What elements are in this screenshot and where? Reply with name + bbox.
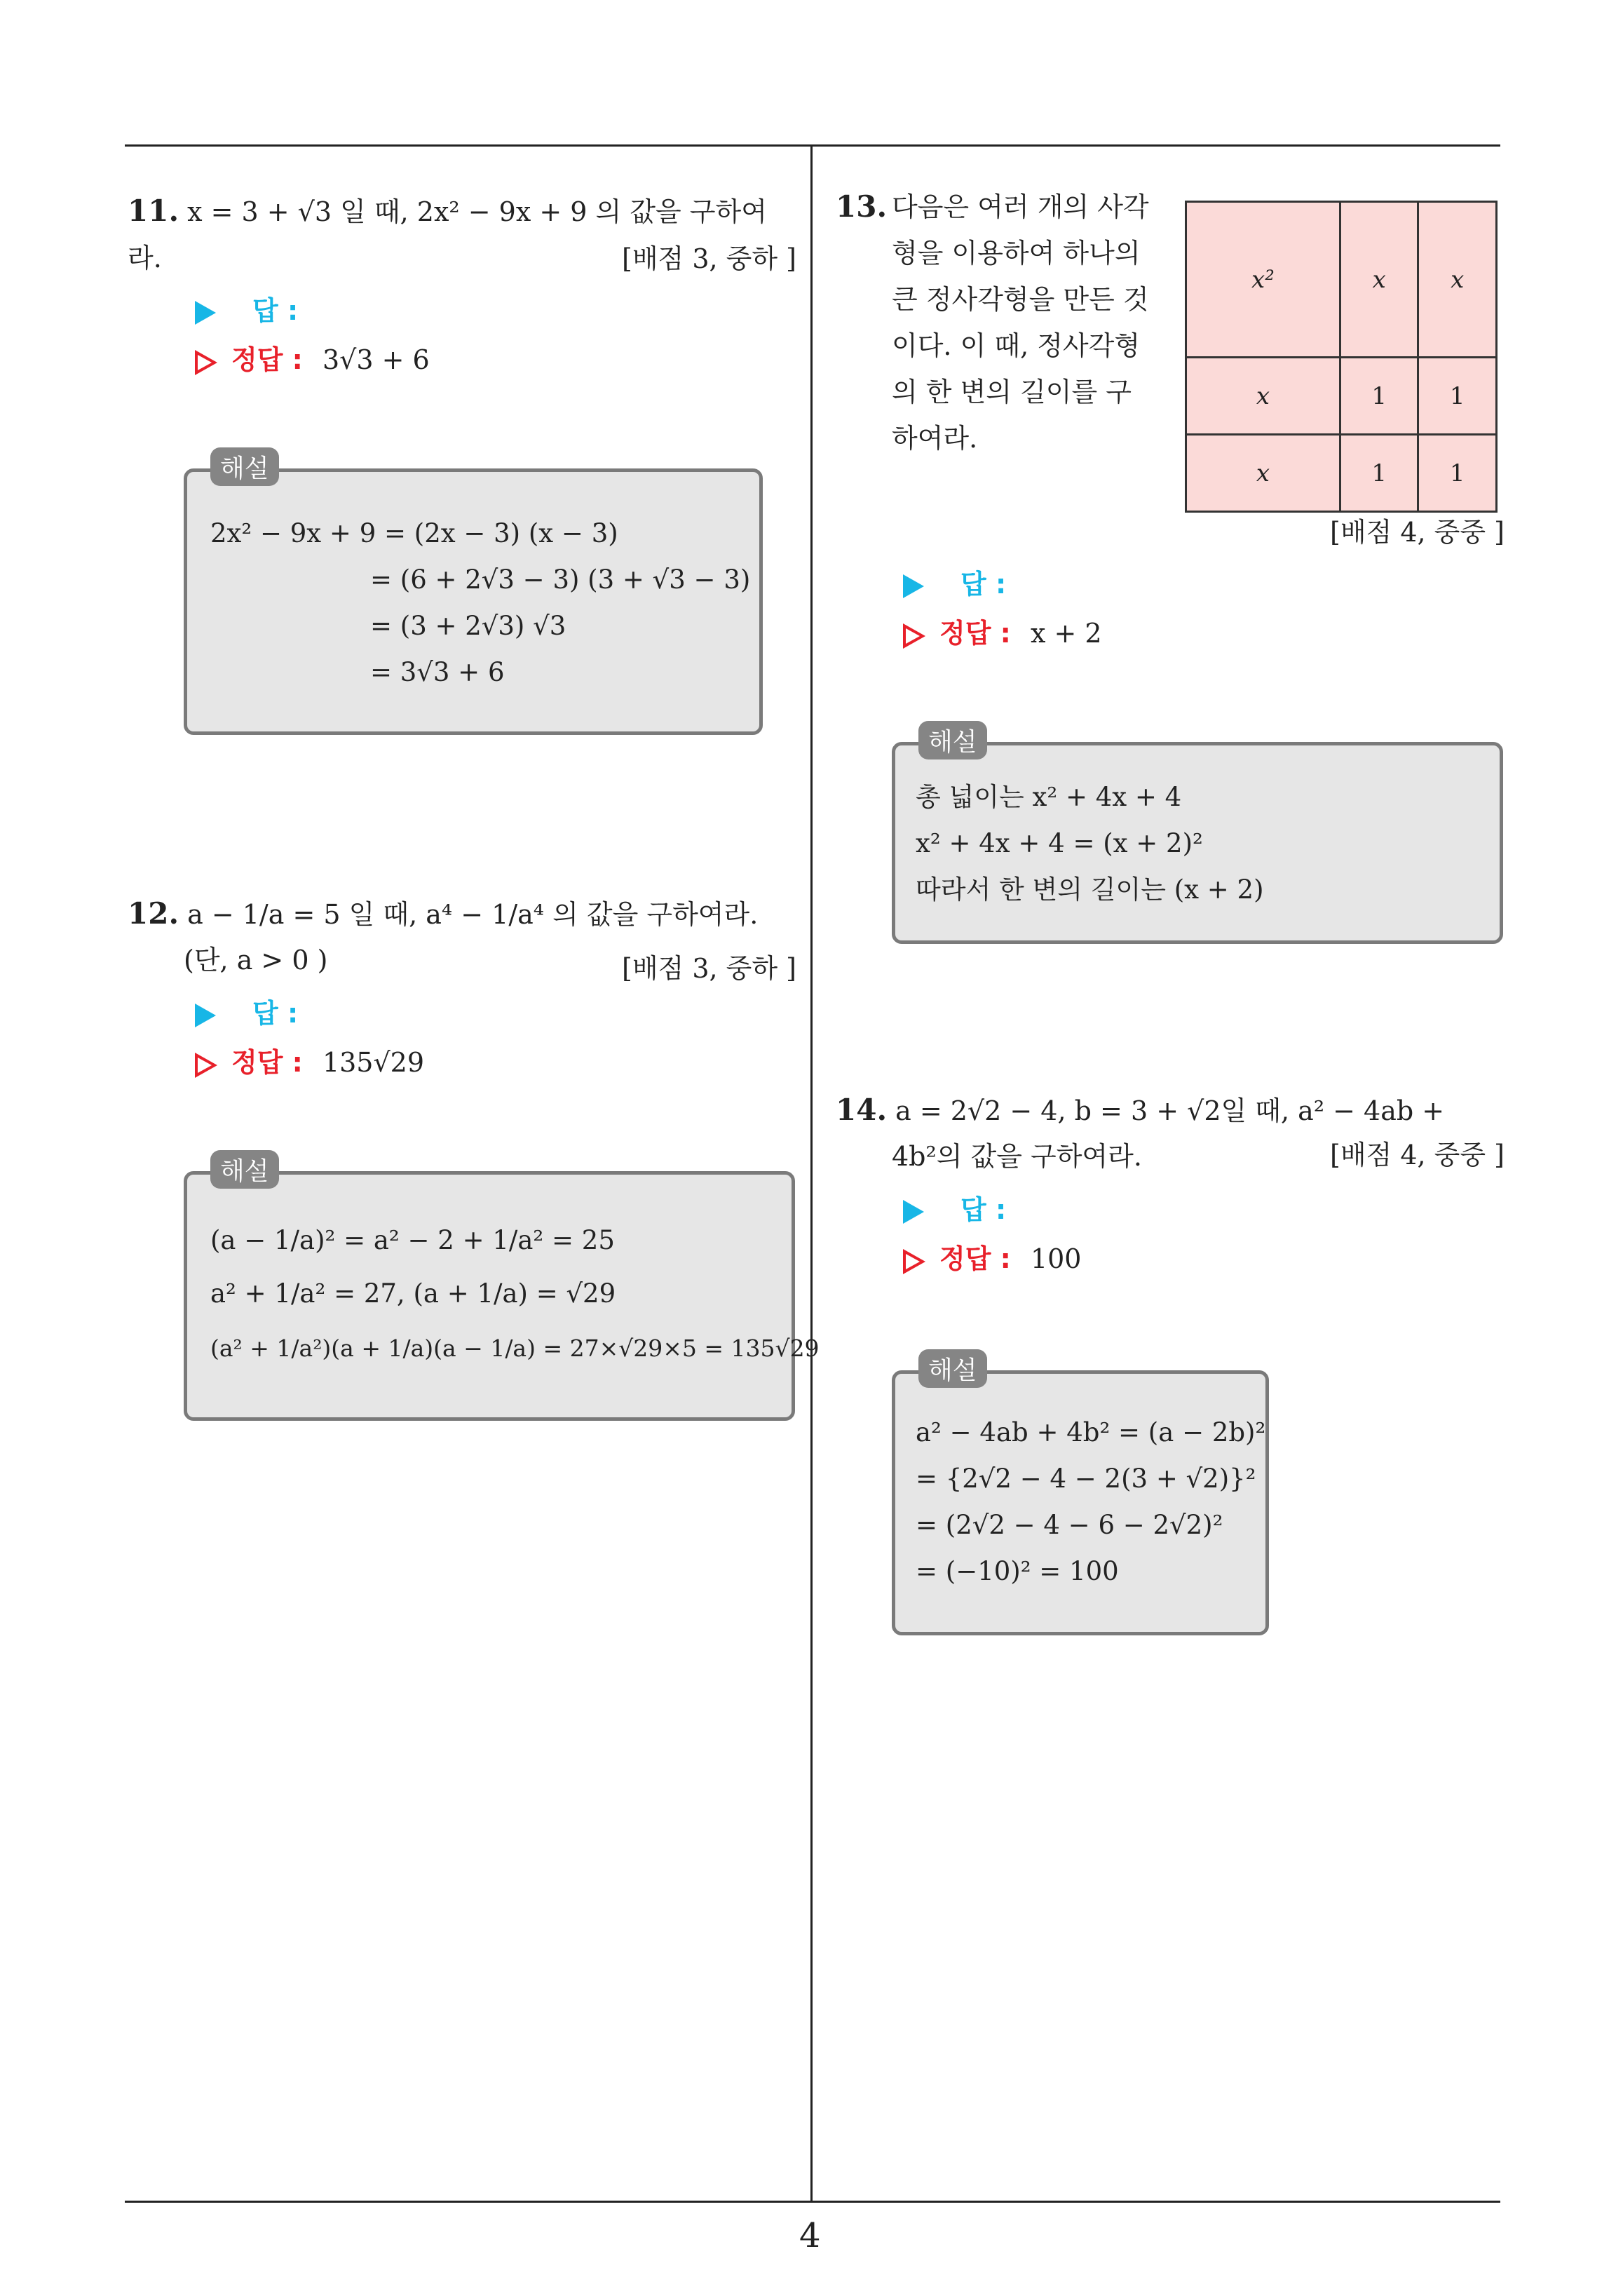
solution-line: = (6 + 2√3 − 3) (3 + √3 − 3): [370, 565, 751, 595]
answer-label: 답 :: [960, 569, 1007, 600]
correct-label: 정답 :: [231, 344, 303, 375]
correct-value: 3√3 + 6: [322, 344, 430, 375]
score-12: [배점 3, 중하 ]: [622, 953, 796, 984]
question-number: 12.: [128, 896, 179, 931]
grid-cell: x: [1186, 435, 1340, 512]
answer-arrow-icon: [903, 574, 924, 598]
answer-14: [903, 1188, 1006, 1227]
grid-cell: 1: [1340, 435, 1418, 512]
grid-cell: 1: [1340, 358, 1418, 435]
correct-14: [903, 1237, 1081, 1276]
solution-line: = (3 + 2√3) √3: [370, 611, 566, 641]
question-13-text: [892, 184, 1149, 461]
correct-value: 135√29: [322, 1047, 425, 1078]
solution-line: a² + 1/a² = 27, (a + 1/a) = √29: [210, 1278, 616, 1309]
question-text-line: 이다. 이 때, 정사각형: [892, 330, 1141, 361]
solution-line: = 3√3 + 6: [370, 657, 505, 687]
solution-line: = {2√2 − 4 − 2(3 + √2)}²: [916, 1464, 1256, 1494]
solution-line: 따라서 한 변의 길이는 (x + 2): [916, 874, 1264, 905]
page-number: 4: [799, 2216, 821, 2255]
answer-arrow-icon: [903, 1200, 924, 1224]
solution-line: (a − 1/a)² = a² − 2 + 1/a² = 25: [210, 1225, 615, 1255]
answer-label: 답 :: [252, 295, 299, 326]
question-text: x = 3 + √3 일 때, 2x² − 9x + 9 의 값을 구하여라.: [128, 196, 767, 274]
question-14-line2: 4b²의 값을 구하여라.: [892, 1141, 1142, 1172]
solution-line: (a² + 1/a²)(a + 1/a)(a − 1/a) = 27×√29×5 = 135√29: [210, 1335, 820, 1362]
correct-11: [195, 338, 430, 377]
solution-line: = (−10)² = 100: [916, 1556, 1119, 1586]
grid-cell: x²: [1186, 202, 1340, 358]
correct-12: [195, 1041, 424, 1079]
correct-13: [903, 612, 1102, 650]
question-text-line: 하여라.: [892, 423, 978, 454]
solution-line: 2x² − 9x + 9 = (2x − 3) (x − 3): [210, 518, 618, 548]
solution-tag: 해설: [210, 1150, 279, 1189]
answer-label: 답 :: [960, 1194, 1007, 1225]
solution-line: x² + 4x + 4 = (x + 2)²: [916, 828, 1203, 858]
solution-line: a² − 4ab + 4b² = (a − 2b)²: [916, 1417, 1266, 1447]
score-11: [배점 3, 중하 ]: [622, 243, 796, 274]
question-text: a − 1/a = 5 일 때, a⁴ − 1/a⁴ 의 값을 구하여라.: [187, 899, 759, 930]
grid-cell: x: [1340, 202, 1418, 358]
question-13-number: [836, 184, 895, 231]
bottom-rule: [125, 2201, 1500, 2203]
correct-label: 정답 :: [939, 618, 1011, 649]
solution-tag: 해설: [918, 721, 987, 759]
grid-cell: x: [1186, 358, 1340, 435]
question-text: a = 2√2 − 4, b = 3 + √2일 때, a² − 4ab +: [895, 1095, 1445, 1126]
correct-value: 100: [1030, 1243, 1082, 1274]
question-12: [128, 891, 801, 938]
score-14: [배점 4, 중중 ]: [1330, 1140, 1505, 1170]
answer-label: 답 :: [252, 998, 299, 1029]
question-12-condition: (단, a > 0 ): [184, 945, 328, 975]
solution-line: 총 넓이는 x² + 4x + 4: [916, 782, 1182, 812]
score-13: [배점 4, 중중 ]: [1330, 517, 1505, 548]
question-14: [836, 1087, 1509, 1134]
solution-tag: 해설: [210, 447, 279, 486]
answer-12: [195, 992, 298, 1030]
area-grid-figure: [1185, 201, 1498, 513]
correct-label: 정답 :: [231, 1047, 303, 1078]
question-text-line: 다음은 여러 개의 사각: [892, 191, 1149, 222]
answer-arrow-icon: [195, 1004, 216, 1027]
correct-label: 정답 :: [939, 1243, 1011, 1274]
correct-arrow-icon: [903, 623, 925, 649]
question-text-line: 형을 이용하여 하나의: [892, 238, 1141, 269]
question-text-line: 의 한 변의 길이를 구: [892, 377, 1132, 407]
correct-value: x + 2: [1030, 618, 1102, 649]
solution-tag: 해설: [918, 1349, 987, 1388]
question-text-line: 큰 정사각형을 만든 것: [892, 284, 1149, 315]
grid-cell: 1: [1418, 358, 1497, 435]
column-divider: [810, 144, 813, 2203]
solution-line: = (2√2 − 4 − 6 − 2√2)²: [916, 1510, 1223, 1540]
answer-11: [195, 289, 298, 327]
question-number: 11.: [128, 194, 179, 228]
correct-arrow-icon: [195, 1053, 217, 1078]
correct-arrow-icon: [903, 1249, 925, 1274]
question-number: 13.: [836, 189, 888, 224]
answer-13: [903, 562, 1006, 601]
grid-cell: x: [1418, 202, 1497, 358]
correct-arrow-icon: [195, 350, 217, 375]
grid-cell: 1: [1418, 435, 1497, 512]
question-number: 14.: [836, 1093, 888, 1127]
top-rule: [125, 144, 1500, 147]
answer-arrow-icon: [195, 301, 216, 325]
